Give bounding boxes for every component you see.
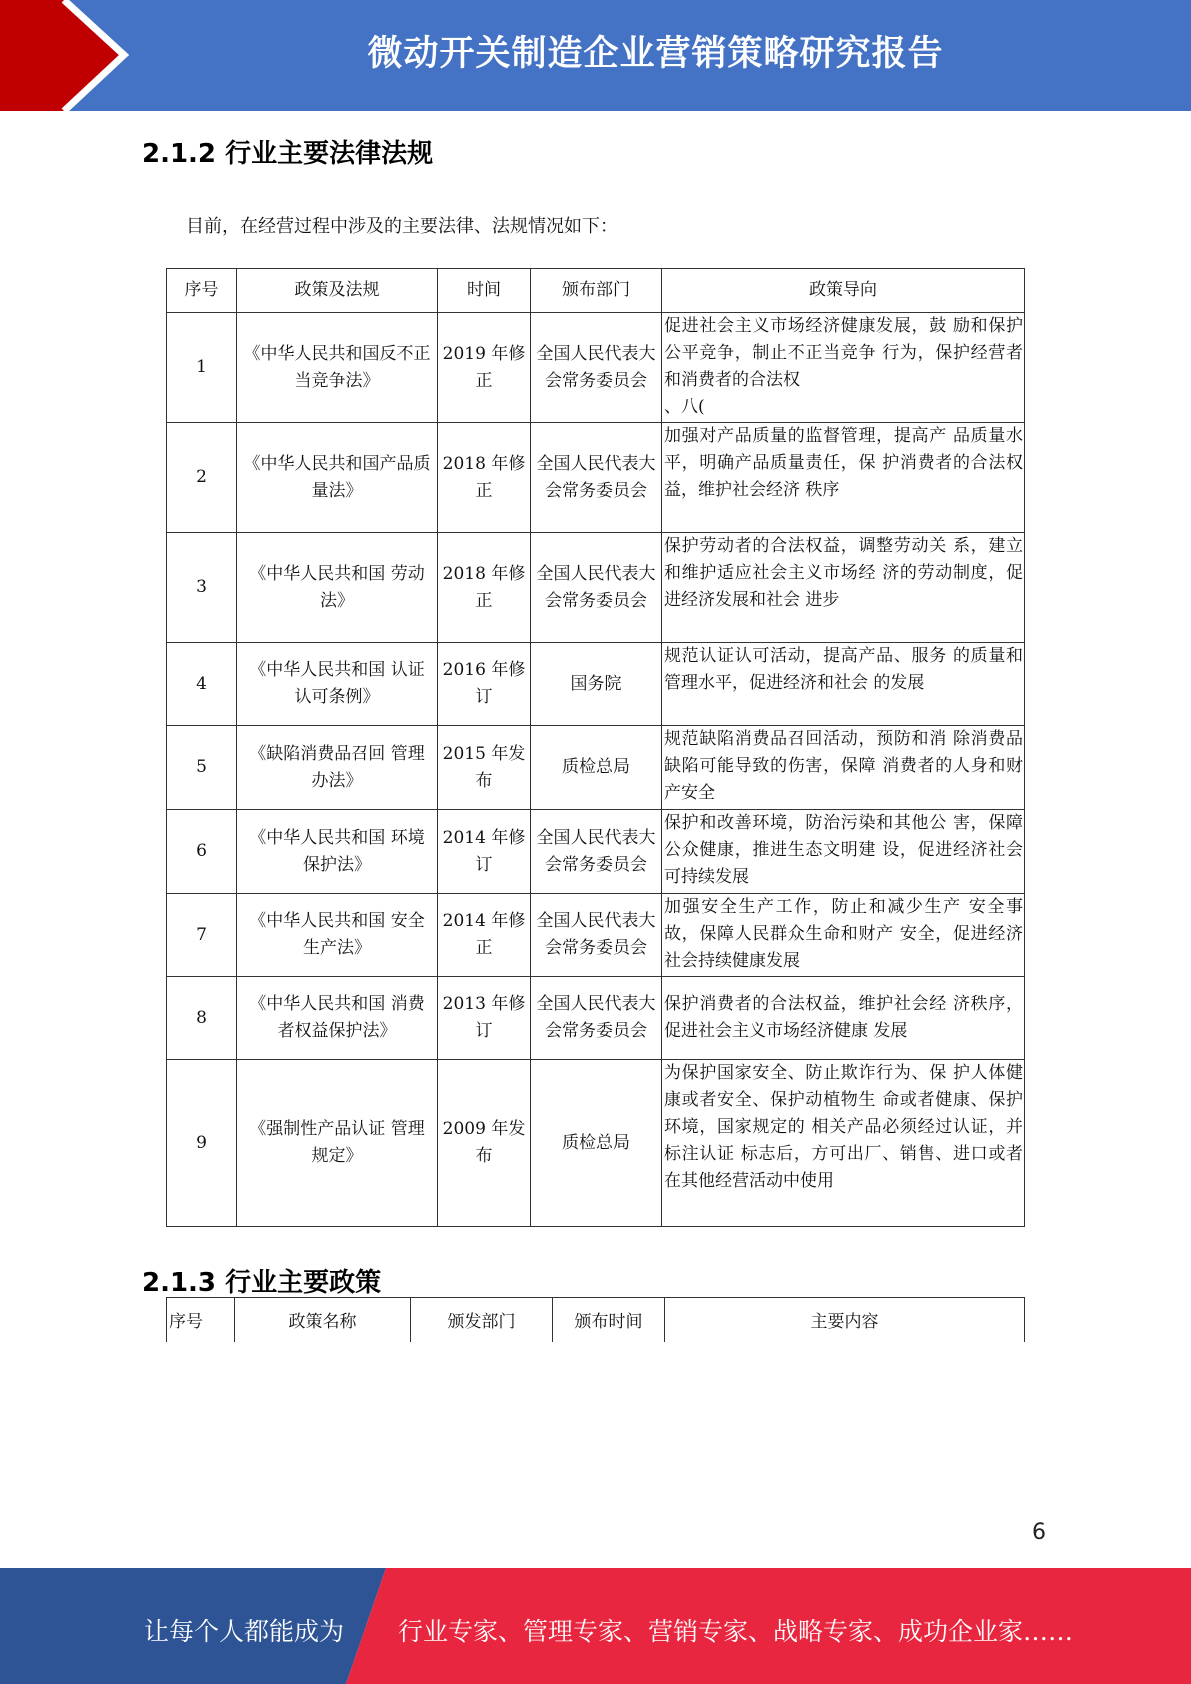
cell-name: 《中华人民共和国 消费者权益保护法》 <box>237 977 438 1060</box>
table-row <box>167 1060 1025 1227</box>
table-row <box>167 894 1025 977</box>
table-row <box>167 977 1025 1060</box>
cell-guide: 为保护国家安全、防止欺诈行为、保 护人体健康或者安全、保护动植物生 命或者健康、保护环境，国家规定的 相关产品必须经过认证，并标注认证 标志后，方可出厂、销售、进口或者 在其他经营活动中使用 <box>662 1060 1025 1227</box>
cell-no: 6 <box>167 810 237 894</box>
section-heading-policies: 2.1.3 行业主要政策 <box>142 1268 382 1298</box>
cell-time: 2019 年修正 <box>438 313 531 423</box>
header-banner <box>0 0 1191 111</box>
table-row <box>167 726 1025 810</box>
cell-guide: 保护消费者的合法权益，维护社会经 济秩序，促进社会主义市场经济健康 发展 <box>662 977 1025 1060</box>
cell-dept: 全国人民代表大会常务委员会 <box>531 810 662 894</box>
footer-banner <box>0 1568 1191 1684</box>
col-header-name: 政策及法规 <box>237 269 438 313</box>
cell-name: 《中华人民共和国 环境保护法》 <box>237 810 438 894</box>
cell-no: 9 <box>167 1060 237 1227</box>
col-header-no: 序号 <box>167 1298 235 1342</box>
cell-no: 7 <box>167 894 237 977</box>
cell-time: 2015 年发布 <box>438 726 531 810</box>
cell-dept: 质检总局 <box>531 1060 662 1227</box>
cell-time: 2013 年修订 <box>438 977 531 1060</box>
footer-slogan-left: 让每个人都能成为 <box>144 1617 345 1646</box>
cell-no: 2 <box>167 423 237 533</box>
cell-guide: 加强安全生产工作，防止和减少生产 安全事故，保障人民群众生命和财产 安全，促进经济社会持续健康发展 <box>662 894 1025 977</box>
cell-guide: 加强对产品质量的监督管理，提高产 品质量水平，明确产品质量责任，保 护消费者的合法权益，维护社会经济 秩序 <box>662 423 1025 533</box>
cell-time: 2014 年修正 <box>438 894 531 977</box>
page-number: 6 <box>1032 1520 1046 1545</box>
cell-name: 《中华人民共和国产品质量法》 <box>237 423 438 533</box>
cell-time: 2016 年修订 <box>438 643 531 726</box>
cell-no: 1 <box>167 313 237 423</box>
cell-name: 《中华人民共和国 安全生产法》 <box>237 894 438 977</box>
cell-time: 2014 年修订 <box>438 810 531 894</box>
col-header-dept: 颁布部门 <box>531 269 662 313</box>
cell-time: 2018 年修正 <box>438 533 531 643</box>
cell-dept: 国务院 <box>531 643 662 726</box>
cell-time: 2018 年修正 <box>438 423 531 533</box>
cell-name: 《中华人民共和国 认证认可条例》 <box>237 643 438 726</box>
cell-name: 《中华人民共和国反不正当竞争法》 <box>237 313 438 423</box>
col-header-policy-name: 政策名称 <box>235 1298 411 1342</box>
cell-time: 2009 年发布 <box>438 1060 531 1227</box>
laws-table-header-row <box>167 269 1025 313</box>
col-header-main-content: 主要内容 <box>665 1298 1025 1342</box>
cell-name: 《强制性产品认证 管理规定》 <box>237 1060 438 1227</box>
cell-no: 5 <box>167 726 237 810</box>
cell-guide: 促进社会主义市场经济健康发展，鼓 励和保护公平竞争，制止不正当竞争 行为，保护经营者和消费者的合法权 、八( <box>662 313 1025 423</box>
policies-table-header-row <box>167 1298 1025 1342</box>
col-header-issuing-dept: 颁发部门 <box>411 1298 553 1342</box>
table-row <box>167 423 1025 533</box>
cell-name: 《缺陷消费品召回 管理办法》 <box>237 726 438 810</box>
laws-table <box>166 268 1025 1227</box>
table-row <box>167 313 1025 423</box>
header-arrow-decoration <box>0 0 160 111</box>
cell-no: 8 <box>167 977 237 1060</box>
document-title: 微动开关制造企业营销策略研究报告 <box>367 34 944 74</box>
table-row <box>167 643 1025 726</box>
intro-paragraph: 目前，在经营过程中涉及的主要法律、法规情况如下： <box>186 216 618 237</box>
cell-guide: 保护劳动者的合法权益，调整劳动关 系，建立和维护适应社会主义市场经 济的劳动制度，促进经济发展和社会 进步 <box>662 533 1025 643</box>
cell-guide: 规范认证认可活动，提高产品、服务 的质量和管理水平，促进经济和社会 的发展 <box>662 643 1025 726</box>
col-header-time: 时间 <box>438 269 531 313</box>
cell-name: 《中华人民共和国 劳动法》 <box>237 533 438 643</box>
policies-table <box>166 1297 1025 1342</box>
cell-dept: 全国人民代表大会常务委员会 <box>531 533 662 643</box>
col-header-no: 序号 <box>167 269 237 313</box>
col-header-guide: 政策导向 <box>662 269 1025 313</box>
cell-dept: 全国人民代表大会常务委员会 <box>531 977 662 1060</box>
cell-no: 4 <box>167 643 237 726</box>
cell-dept: 质检总局 <box>531 726 662 810</box>
cell-guide: 保护和改善环境，防治污染和其他公 害，保障公众健康，推进生态文明建 设，促进经济社会可持续发展 <box>662 810 1025 894</box>
cell-guide: 规范缺陷消费品召回活动，预防和消 除消费品缺陷可能导致的伤害，保障 消费者的人身和财产安全 <box>662 726 1025 810</box>
cell-dept: 全国人民代表大会常务委员会 <box>531 313 662 423</box>
cell-dept: 全国人民代表大会常务委员会 <box>531 423 662 533</box>
table-row <box>167 533 1025 643</box>
col-header-issue-date: 颁布时间 <box>553 1298 665 1342</box>
footer-slogan-right: 行业专家、管理专家、营销专家、战略专家、成功企业家…… <box>398 1617 1074 1646</box>
cell-dept: 全国人民代表大会常务委员会 <box>531 894 662 977</box>
section-heading-laws: 2.1.2 行业主要法律法规 <box>142 139 434 169</box>
table-row <box>167 810 1025 894</box>
cell-no: 3 <box>167 533 237 643</box>
